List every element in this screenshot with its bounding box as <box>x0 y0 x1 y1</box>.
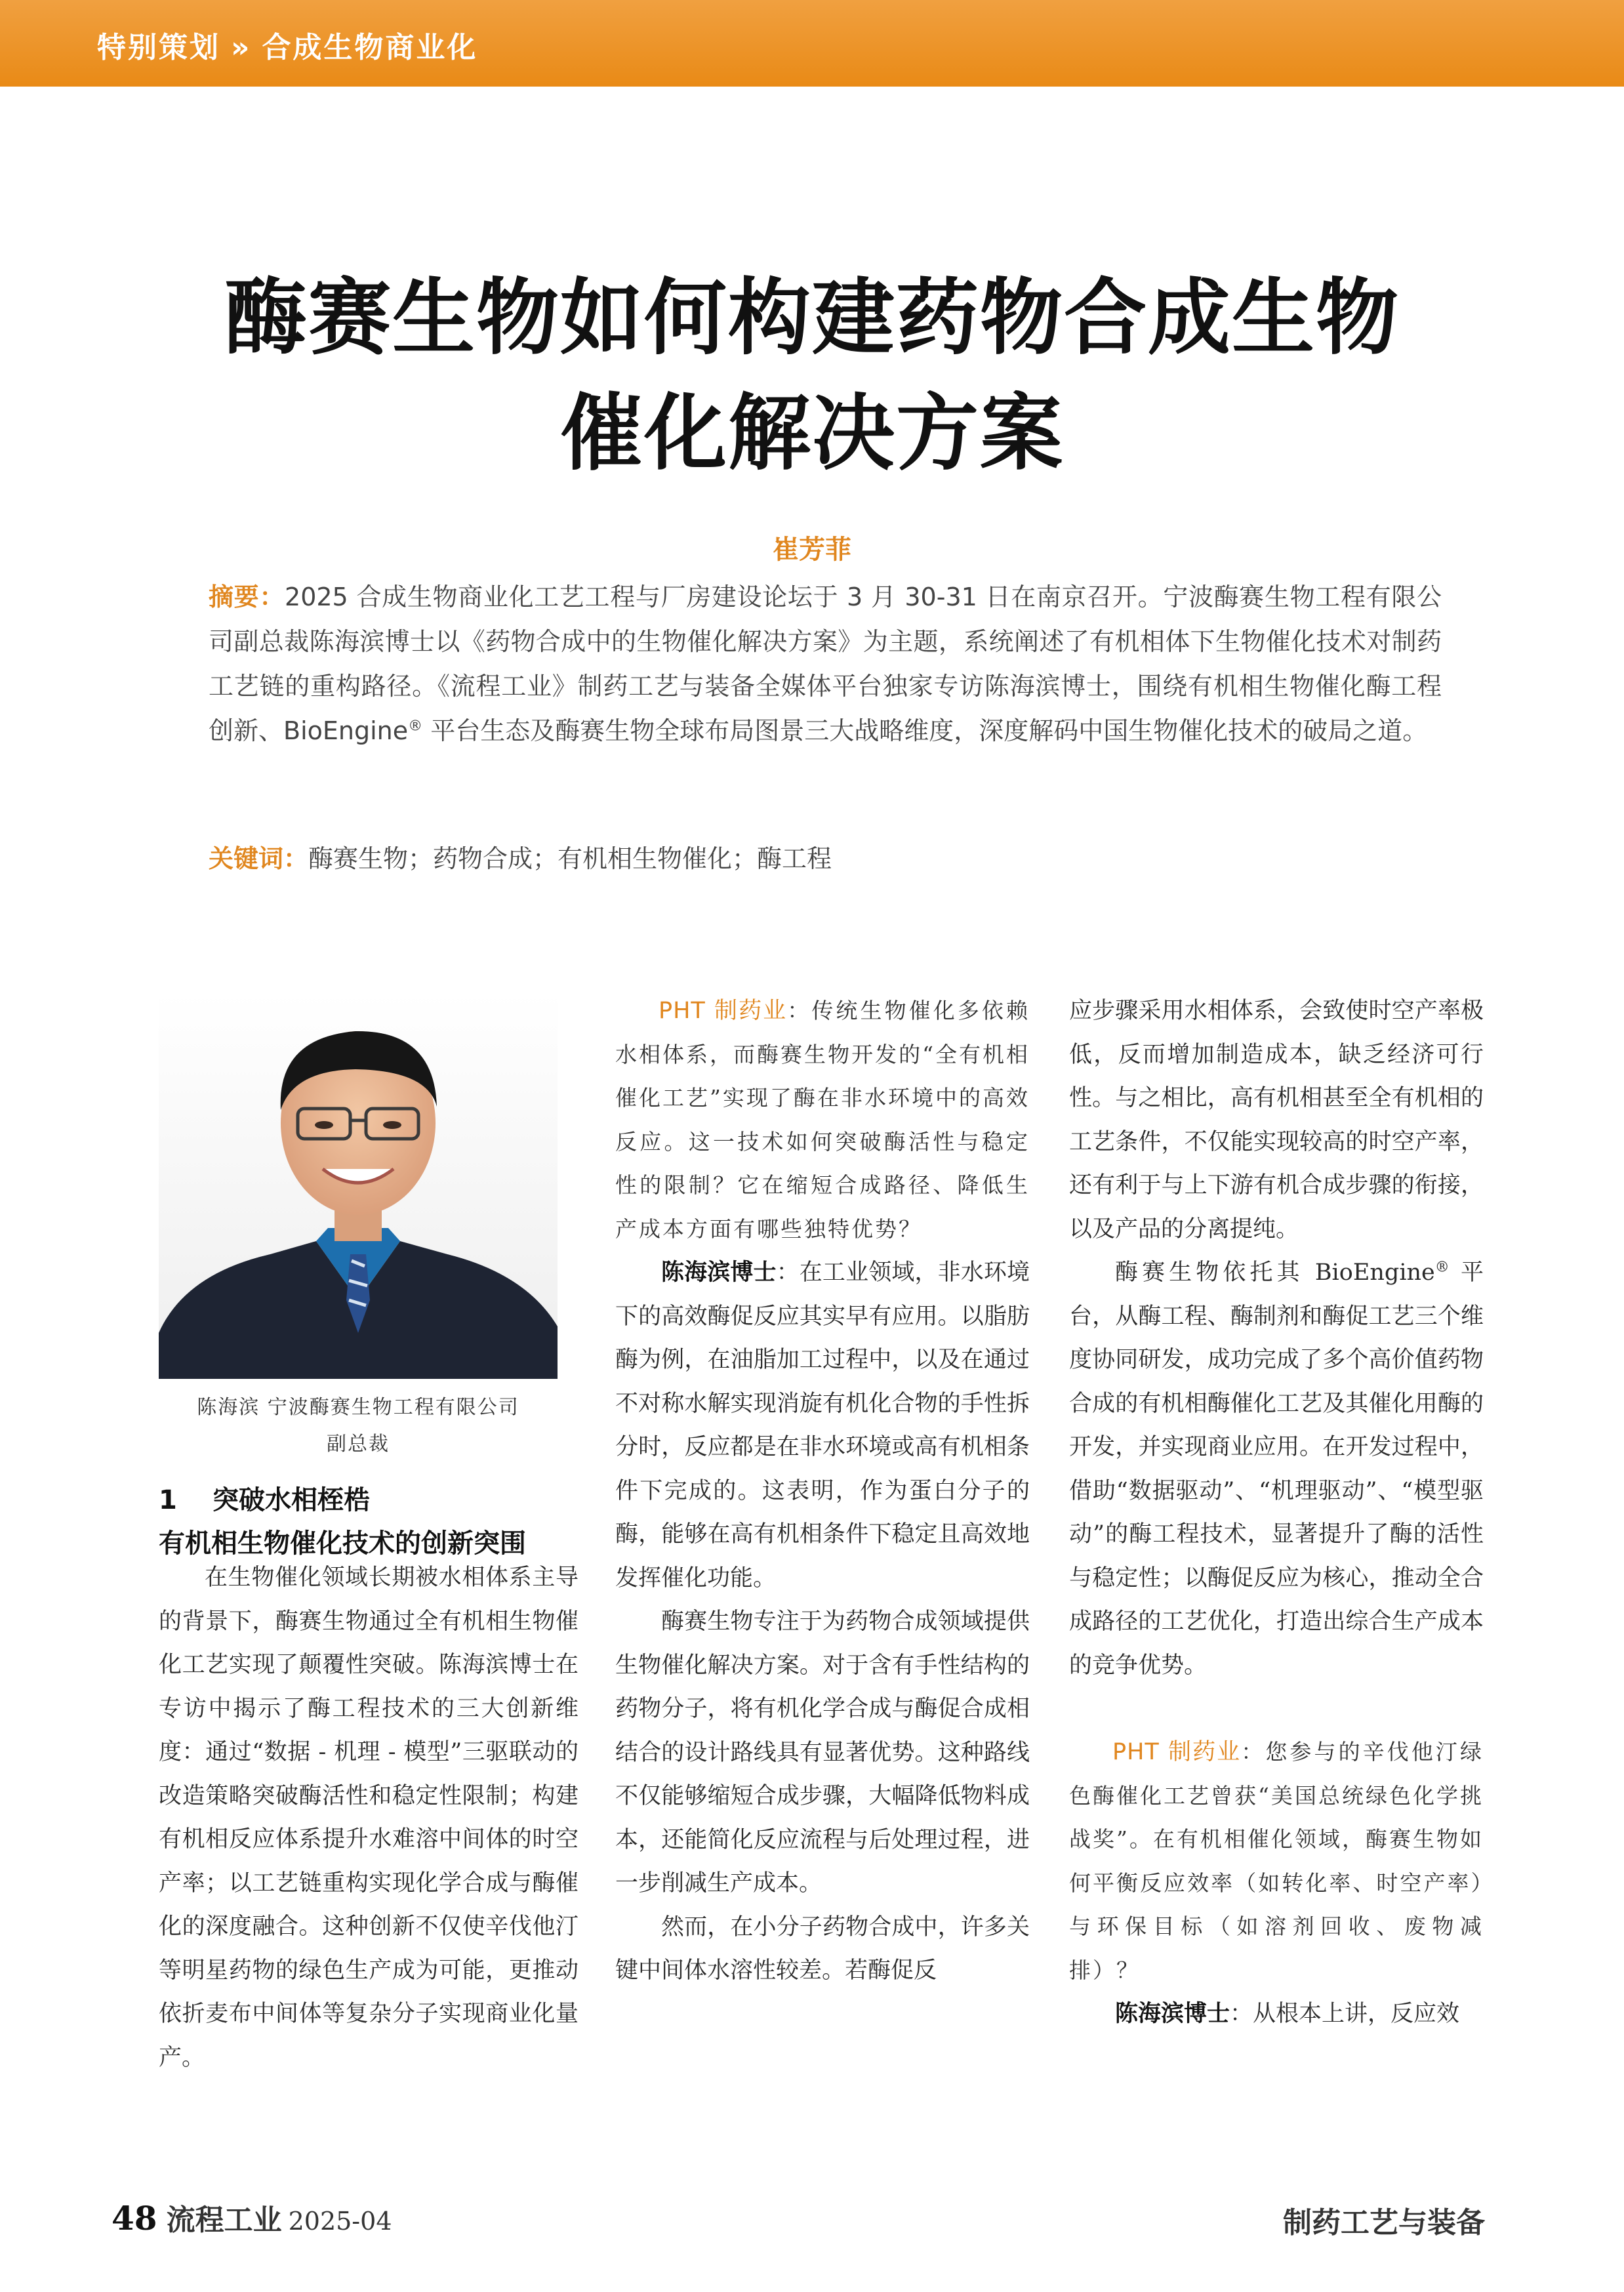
answer-text: ：在工业领域，非水环境下的高效酶促反应其实早有应用。以脂肪酶为例，在油脂加工过程中，以及在通过不对称水解实现消旋有机化合物的手性拆分时，反应都是在非水环境或高有机相条件下完成的。这表明，作为蛋白分子的酶，能够在高有机相条件下稳定且高效地发挥催化功能。 <box>615 1259 1030 1591</box>
header-section: 特别策划 <box>97 31 220 64</box>
answer-label: 陈海滨博士 <box>1115 2001 1230 2027</box>
question-text: ：传统生物催化多依赖水相体系，而酶赛生物开发的“全有机相催化工艺”实现了酶在非水环境中的高效反应。这一技术如何突破酶活性与稳定性的限制？它在缩短合成路径、降低生产成本方面有哪些独特优势？ <box>615 998 1030 1242</box>
answer-text: ：从根本上讲，反应效 <box>1230 2001 1460 2027</box>
footer-column-name: 制药工艺与装备 <box>1283 2206 1485 2240</box>
article-keywords <box>209 838 1442 874</box>
body-paragraph: 酶赛生物专注于为药物合成领域提供生物催化解决方案。对于含有手性结构的药物分子，将有机化学合成与酶促合成相结合的设计路线具有显著优势。这种路线不仅能够缩短合成步骤，大幅降低物料成本，还能简化反应流程与后处理过程，进一步削减生产成本。 <box>615 1608 1030 1896</box>
body-text-before: 酶赛生物依托其 BioEngine <box>1115 1259 1435 1286</box>
column-right <box>1069 989 1484 2036</box>
question-label: PHT 制药业 <box>1112 1739 1242 1765</box>
answer-paragraph <box>615 1251 1030 1600</box>
footer-left <box>112 2196 392 2238</box>
abstract-text-part1: 2025 合成生物商业化工艺工程与厂房建设论坛于 3 月 30-31 日在南京召开。宁波酶赛生物工程有限公司副总裁陈海滨博士以《药物合成中的生物催化解决方案》为主题，系统阐述了有机相体下生物催化技术对制药工艺链的重构路径。《流程工业》制药工艺与装备全媒体平台独家专访陈海滨博士，围绕有机相生物催化酶工程创新、BioEngine <box>209 583 1442 745</box>
section-heading <box>159 1479 579 1565</box>
section-heading-line2: 有机相生物催化技术的创新突围 <box>159 1528 526 1559</box>
body-paragraph: 应步骤采用水相体系，会致使时空产率极低，反而增加制造成本，缺乏经济可行性。与之相比，高有机相甚至全有机相的工艺条件，不仅能实现较高的时空产率，还有利于与上下游有机合成步骤的衔接，以及产品的分离提纯。 <box>1069 998 1484 1242</box>
paragraph-gap <box>1069 1687 1484 1730</box>
article-title-line2: 催化解决方案 <box>560 385 1064 481</box>
answer-label: 陈海滨博士 <box>661 1259 777 1286</box>
section-heading-line1: 突破水相桎梏 <box>213 1485 370 1515</box>
section-number: 1 <box>159 1485 177 1515</box>
registered-mark: ® <box>408 718 423 735</box>
column-left <box>159 1556 579 2079</box>
article-author: 崔芳菲 <box>773 535 851 565</box>
answer-paragraph <box>1069 1992 1484 2036</box>
photo-caption-line2: 副总裁 <box>327 1433 390 1456</box>
header-separator: » <box>231 31 252 64</box>
section1-paragraph: 在生物催化领域长期被水相体系主导的背景下，酶赛生物通过全有机相生物催化工艺实现了颠覆性突破。陈海滨博士在专访中揭示了酶工程技术的三大创新维度：通过“数据 - 机理 - 模型”三驱联动的改造策略突破酶活性和稳定性限制；构建有机相反应体系提升水难溶中间体的时空产率；以工艺链重构实现化学合成与酶催化的深度融合。这种创新不仅使辛伐他汀等明星药物的绿色生产成为可能，更推动依折麦布中间体等复杂分子实现商业化量产。 <box>159 1565 579 2071</box>
photo-caption <box>159 1389 558 1463</box>
question-paragraph <box>1069 1730 1484 1992</box>
question-label: PHT 制药业 <box>659 998 788 1024</box>
registered-mark: ® <box>1434 1259 1450 1276</box>
portrait-photo <box>159 992 558 1379</box>
abstract-text-part2: 平台生态及酶赛生物全球布局图景三大战略维度，深度解码中国生物催化技术的破局之道。 <box>422 716 1428 745</box>
keywords-text: 酶赛生物；药物合成；有机相生物催化；酶工程 <box>308 844 832 873</box>
body-paragraph <box>1069 1251 1484 1687</box>
question-text: ：您参与的辛伐他汀绿色酶催化工艺曾获“美国总统绿色化学挑战奖”。在有机相催化领域，酶赛生物如何平衡反应效率（如转化率、时空产率）与环保目标（如溶剂回收、废物减排）？ <box>1069 1739 1484 1983</box>
column-middle <box>615 989 1030 1993</box>
header-topic: 合成生物商业化 <box>262 31 478 64</box>
abstract-label: 摘要： <box>209 583 285 611</box>
keywords-label: 关键词： <box>209 844 309 873</box>
portrait-illustration <box>159 992 558 1379</box>
page-number: 48 <box>112 2199 157 2238</box>
question-paragraph <box>615 989 1030 1251</box>
magazine-name: 流程工业 <box>166 2203 282 2237</box>
issue-number: 2025-04 <box>288 2207 392 2236</box>
header-bar <box>0 0 1624 87</box>
article-abstract <box>209 575 1442 753</box>
header-breadcrumb <box>97 24 477 66</box>
body-text-after: 平台，从酶工程、酶制剂和酶促工艺三个维度协同研发，成功完成了多个高价值药物合成的有机相酶催化工艺及其催化用酶的开发，并实现商业应用。在开发过程中，借助“数据驱动”、“机理驱动”、“模型驱动”的酶工程技术，显著提升了酶的活性与稳定性；以酶促反应为核心，推动全合成路径的工艺优化，打造出综合生产成本的竞争优势。 <box>1069 1259 1484 1679</box>
article-title-line1: 酶赛生物如何构建药物合成生物 <box>224 270 1400 366</box>
photo-caption-line1: 陈海滨 宁波酶赛生物工程有限公司 <box>197 1396 519 1419</box>
body-paragraph: 然而，在小分子药物合成中，许多关键中间体水溶性较差。若酶促反 <box>615 1913 1030 1984</box>
